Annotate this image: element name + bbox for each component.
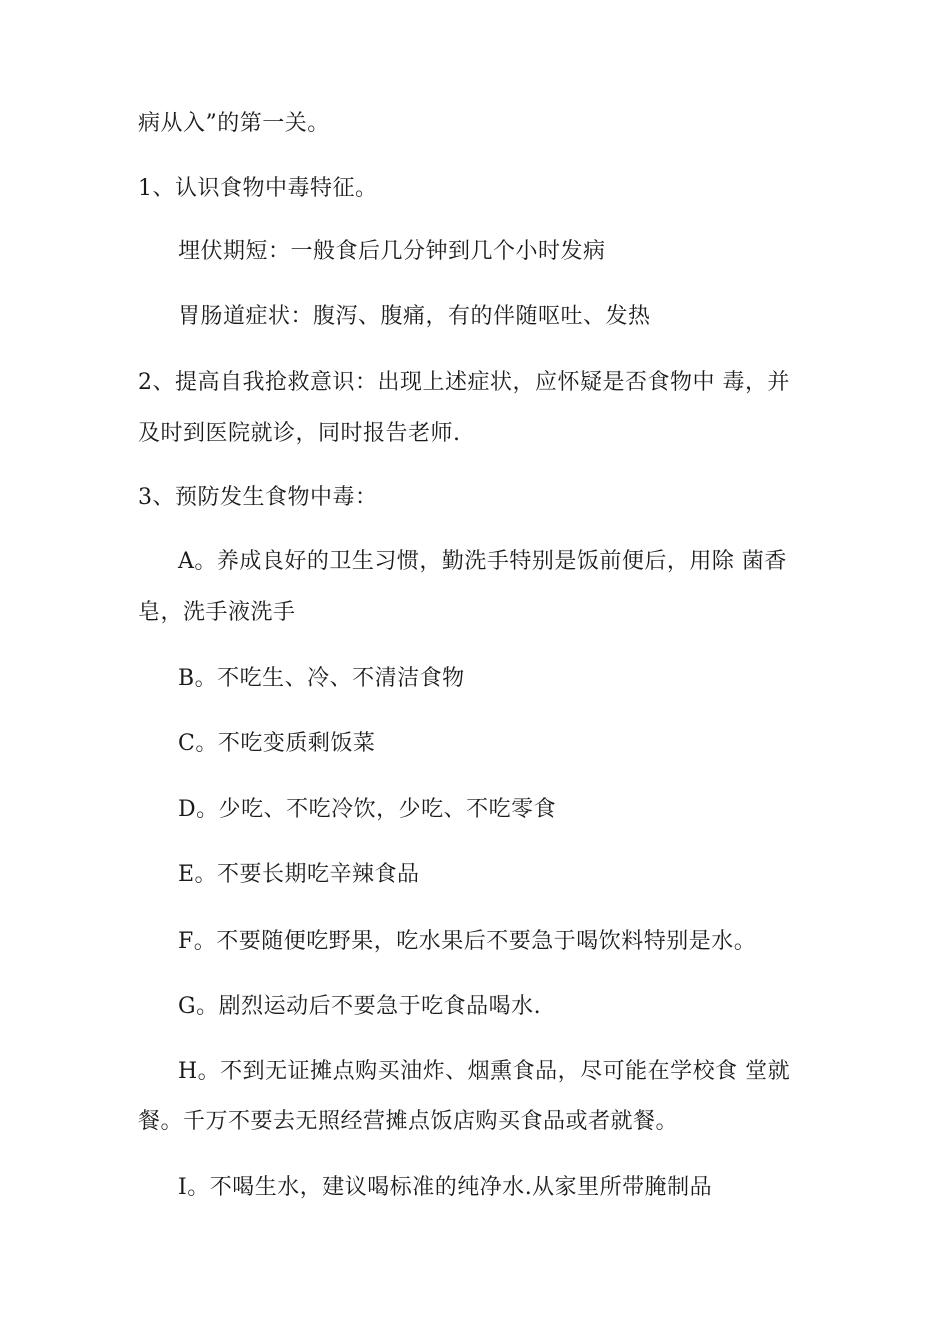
- text-line: 餐。千万不要去无照经营摊点饭店购买食品或者就餐。: [138, 1109, 679, 1134]
- text-line: 皂，洗手液洗手: [138, 600, 296, 625]
- section-heading-3: 3、预防发生食物中毒：: [138, 485, 378, 510]
- list-item-a: A。养成良好的卫生习惯，勤洗手特别是饭前便后，用除 菌香: [178, 549, 787, 574]
- list-item-e: E。不要长期吃辛辣食品: [178, 862, 420, 887]
- text-line: 胃肠道症状：腹泻、腹痛，有的伴随呕吐、发热: [178, 304, 651, 329]
- list-item-h: H。不到无证摊点购买油炸、烟熏食品，尽可能在学校食 堂就: [178, 1059, 791, 1084]
- text-line: 埋伏期短：一般食后几分钟到几个小时发病: [178, 239, 606, 264]
- list-item-i: I。不喝生水，建议喝标准的纯净水.从家里所带腌制品: [178, 1175, 713, 1200]
- list-item-c: C。不吃变质剩饭菜: [178, 731, 376, 756]
- list-item-g: G。剧烈运动后不要急于吃食品喝水.: [178, 994, 542, 1019]
- section-heading-2: 2、提高自我抢救意识：出现上述症状，应怀疑是否食物中 毒，并: [138, 370, 790, 395]
- text-line: 及时到医院就诊，同时报告老师.: [138, 421, 461, 446]
- text-line: 病从入”的第一关。: [138, 111, 330, 136]
- section-heading-1: 1、认识食物中毒特征。: [138, 176, 378, 201]
- list-item-f: F。不要随便吃野果，吃水果后不要急于喝饮料特别是水。: [178, 929, 757, 954]
- list-item-b: B。不吃生、冷、不清洁食物: [178, 666, 465, 691]
- list-item-d: D。少吃、不吃冷饮，少吃、不吃零食: [178, 797, 557, 822]
